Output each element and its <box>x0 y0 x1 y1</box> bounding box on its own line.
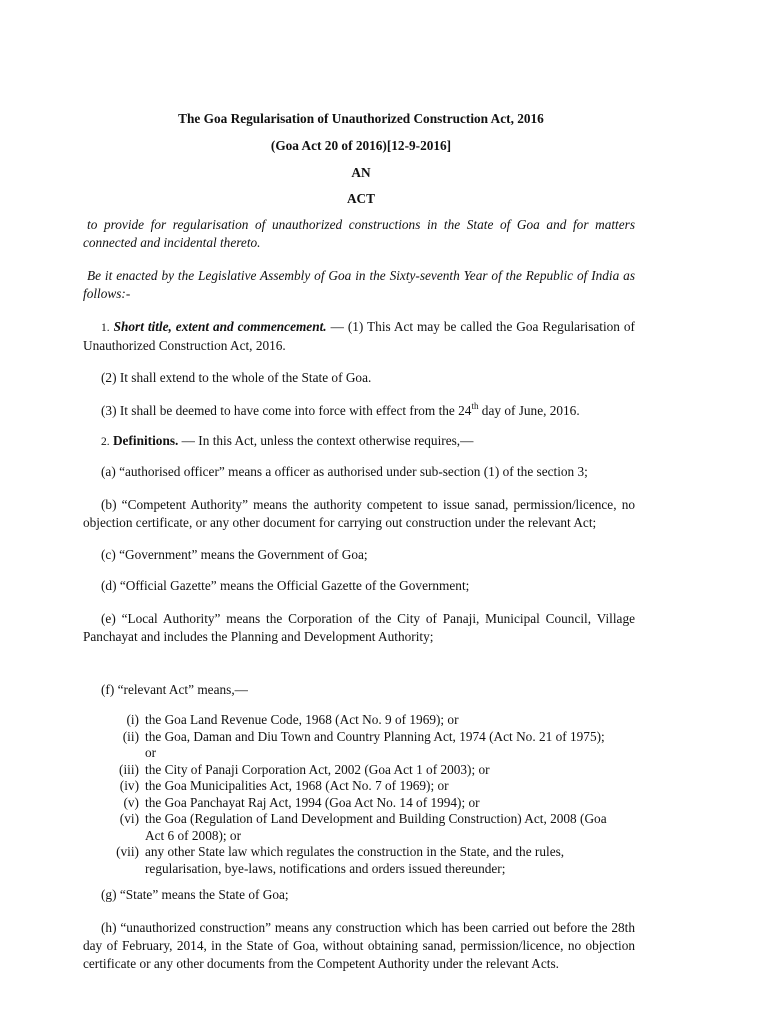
heading-an: AN <box>351 165 371 180</box>
list-item-number: (iii) <box>119 761 139 777</box>
section-1-sub-3-text: (3) It shall be deemed to have come into force with effect from the 24 <box>101 403 472 418</box>
definition-c: (c) “Government” means the Government of Goa; <box>101 547 368 562</box>
definition-e: (e) “Local Authority” means the Corporation of the City of Panaji, Municipal Council, Village Panchayat and includes the Planning and Development Authority; <box>83 611 635 644</box>
act-title: The Goa Regularisation of Unauthorized Construction Act, 2016 <box>178 111 544 126</box>
list-item-text: the Goa (Regulation of Land Development and Building Construction) Act, 2008 (Goa <box>145 811 607 826</box>
section-1-sub-3-text-end: day of June, 2016. <box>478 403 580 418</box>
preamble: to provide for regularisation of unauthorized constructions in the State of Goa and for matters connected and incidental thereto. <box>83 217 635 250</box>
list-item-text: the Goa, Daman and Diu Town and Country Planning Act, 1974 (Act No. 21 of 1975); <box>145 728 605 744</box>
list-item-number: (vi) <box>119 811 139 826</box>
list-item-continuation: Act 6 of 2008); or <box>145 827 242 843</box>
ordinal-suffix: th <box>471 401 479 411</box>
section-2-text: — In this Act, unless the context otherwise requires,— <box>178 433 474 448</box>
enacting-clause: Be it enacted by the Legislative Assembly of Goa in the Sixty-seventh Year of the Republic of India as follows:- <box>83 268 635 301</box>
section-2-heading: Definitions. <box>112 433 179 448</box>
section-1-sub-3 <box>101 402 653 420</box>
list-item <box>0 711 768 728</box>
list-item <box>0 794 768 811</box>
section-1-heading: Short title, extent and commencement. <box>113 319 327 334</box>
section-1-number: 1. <box>101 322 110 334</box>
list-item-number: (i) <box>126 712 139 727</box>
section-2 <box>101 432 653 451</box>
list-item-text: any other State law which regulates the construction in the State, and the rules, <box>145 844 565 859</box>
list-item <box>0 777 768 794</box>
relevant-act-list <box>0 711 768 876</box>
definition-b: (b) “Competent Authority” means the authority competent to issue sanad, permission/licence, no objection certificate, or any other document for carrying out construction under the relevant Act; <box>83 497 635 530</box>
list-item <box>0 761 768 778</box>
list-item-number: (vii) <box>116 844 139 859</box>
definition-d: (d) “Official Gazette” means the Official Gazette of the Government; <box>101 578 470 593</box>
act-reference: (Goa Act 20 of 2016)[12-9-2016] <box>270 138 452 153</box>
section-2-number: 2. <box>101 436 110 448</box>
section-1-text: — (1) This Act may be called the Goa Regularisation of Unauthorized Construction Act, 2016. <box>83 319 635 353</box>
list-item-number: (iv) <box>119 778 139 793</box>
definition-a: (a) “authorised officer” means a officer as authorised under sub-section (1) of the section 3; <box>101 464 588 479</box>
definition-h: (h) “unauthorized construction” means any construction which has been carried out before the 28th day of February, 2014, in the State of Goa, without obtaining sanad, permission/licence, no objection certificate or any other documents from the Competent Authority under the relevant Acts. <box>83 920 635 971</box>
list-item <box>0 843 768 876</box>
section-1 <box>83 318 635 355</box>
list-item-continuation: regularisation, bye-laws, notifications and orders issued thereunder; <box>145 860 506 876</box>
list-item-text: the Goa Panchayat Raj Act, 1994 (Goa Act No. 14 of 1994); or <box>145 794 480 810</box>
list-item-text: the City of Panaji Corporation Act, 2002 (Goa Act 1 of 2003); or <box>145 761 490 777</box>
list-item <box>0 810 768 843</box>
list-item <box>0 728 768 761</box>
list-item-number: (v) <box>123 794 139 810</box>
list-item-continuation: or <box>145 745 157 760</box>
definition-g: (g) “State” means the State of Goa; <box>101 887 289 902</box>
list-item-text: the Goa Municipalities Act, 1968 (Act No. 7 of 1969); or <box>145 778 449 793</box>
heading-act: ACT <box>346 191 376 206</box>
list-item-number: (ii) <box>122 728 139 744</box>
section-1-sub-2: (2) It shall extend to the whole of the State of Goa. <box>101 370 372 385</box>
list-item-text: the Goa Land Revenue Code, 1968 (Act No. 9 of 1969); or <box>145 712 459 727</box>
definition-f: (f) “relevant Act” means,— <box>101 682 248 697</box>
